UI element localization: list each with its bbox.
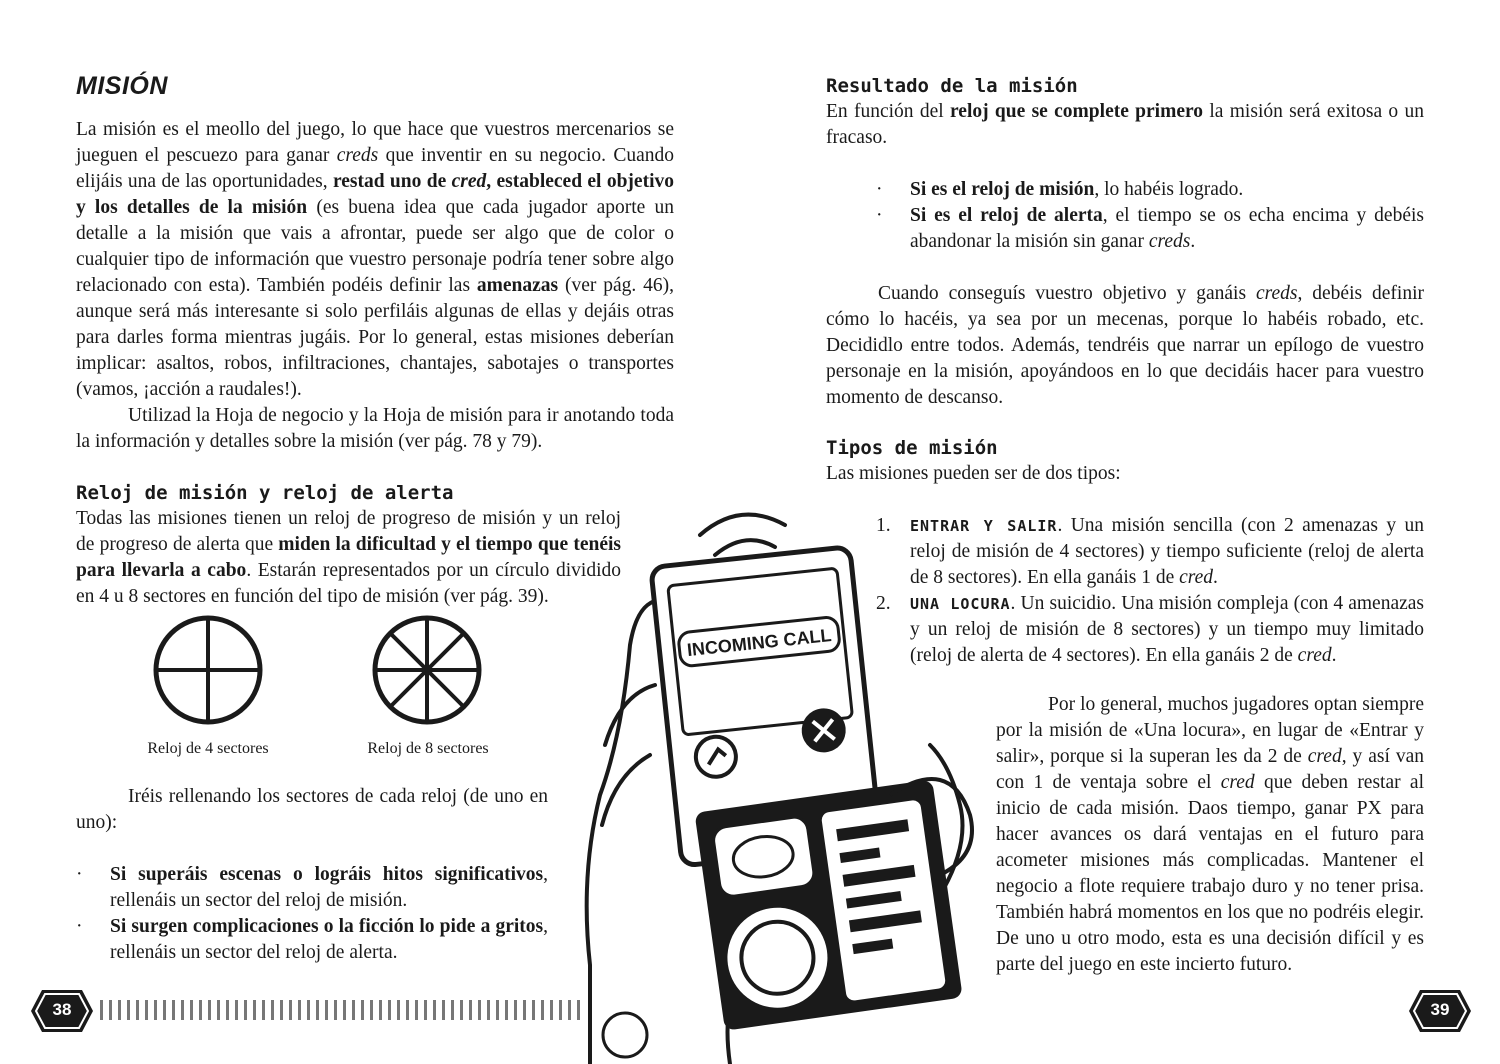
clocks-paragraph: Todas las misiones tienen un reloj de progreso de misión y un reloj de progreso de alerta que miden la dificultad y el tiempo que tenéis para llevarla a cabo. Estarán representados por un círculo dividido en 4 u 8 sectores en función del tipo de misión (ver pág. 39). bbox=[76, 508, 621, 607]
list-item: · Si superáis escenas o lográis hitos significativos, rellenáis un sector del reloj de misión. bbox=[76, 862, 548, 914]
page-number-right: 39 bbox=[1430, 1000, 1450, 1019]
footer-ruler bbox=[100, 1000, 580, 1020]
result-list bbox=[876, 177, 1424, 255]
list-item: · Si es el reloj de misión, lo habéis logrado. bbox=[876, 177, 1424, 203]
page-number-left: 38 bbox=[52, 1000, 72, 1019]
types-intro: Las misiones pueden ser de dos tipos: bbox=[826, 463, 1121, 484]
fill-rules-list bbox=[76, 862, 548, 966]
intro-paragraph: La misión es el meollo del juego, lo que hace que vuestros mercenarios se jueguen el pescuezo para ganar creds que inventir en su negocio. Cuando elijáis una de las oportunidades, restad uno de cred, estableced el objetivo y los detalles de la misión (es buena idea que cada jugador aporte un detalle a la misión que vais a afrontar, puede ser algo que de color o cualquier tipo de información que vuestro personaje podría tener sobre algo relacionado con esta). También podéis definir las amenazas (ver pág. 46), aunque será más interesante si solo perfiláis algunas de ellas y dejáis otras para darles forma mientras jugáis. Por lo general, estas misiones deberían implicar: asaltos, robos, infiltraciones, chantajes, sabotajes o transportes (vamos, ¡acción a raudales!). Utilizad la Hoja de negocio y la Hoja de misión para ir anotando toda la información y detalles sobre la misión (ver pág. 78 y 79). bbox=[76, 117, 674, 455]
page-title: MISIÓN bbox=[76, 72, 168, 100]
incoming-call-label: INCOMING CALL bbox=[686, 625, 833, 661]
epilogue-paragraph: Cuando conseguís vuestro objetivo y ganáis creds, debéis definir cómo lo hacéis, ya sea por un mecenas, porque lo habéis robado, etc. Decididlo entre todos. Además, tendréis que narrar un epílogo de vuestro personaje en la misión, apoyándoos en lo que decidáis hacer para vuestro momento de descanso. bbox=[826, 283, 1424, 408]
list-item: 2. UNA LOCURA. Un suicidio. Una misión compleja (con 4 amenazas y un reloj de misión de 8 sectores) y un tiempo muy limitado (reloj de alerta de 4 sectores). En ella ganáis 2 de cred. bbox=[876, 593, 1424, 666]
strategy-paragraph: Por lo general, muchos jugadores optan siempre por la misión de «Una locura», en lugar de «Entrar y salir», porque si la superan les da 2 de cred, y así van con 1 de ventaja sobre el cred que deben restar al inicio de cada misión. Daos tiempo, ganar PX para hacer avances os dará ventajas en el futuro para acometer misiones más complicadas. Mantener el negocio a flote requiere trabajo duro y no tener prisa. También habrá momentos en los que no podréis elegir. De uno u otro modo, esta es una decisión difícil y es parte del juego en este incierto futuro. bbox=[996, 694, 1424, 975]
clock-4-sectors-icon bbox=[150, 612, 270, 732]
mission-types-list bbox=[876, 513, 1424, 669]
list-item: · Si surgen complicaciones o la ficción lo pide a gritos, rellenáis un sector del reloj de alerta. bbox=[76, 914, 548, 966]
list-item: · Si es el reloj de alerta, el tiempo se os echa encima y debéis abandonar la misión sin ganar creds. bbox=[876, 203, 1424, 255]
paragraph-sheets: Utilizad la Hoja de negocio y la Hoja de misión para ir anotando toda la información y detalles sobre la misión (ver pág. 78 y 79). bbox=[76, 405, 674, 452]
section-heading-result: Resultado de la misión bbox=[826, 75, 1078, 97]
clock-4-caption: Reloj de 4 sectores bbox=[147, 740, 269, 757]
section-heading-types: Tipos de misión bbox=[826, 437, 998, 459]
result-paragraph: En función del reloj que se complete primero la misión será exitosa o un fracaso. bbox=[826, 101, 1424, 148]
fill-paragraph: Iréis rellenando los sectores de cada reloj (de uno en uno): · Si superáis escenas o lográis hitos significativos, rellenáis un sector del reloj de misión. · Si surgen complicaciones o la ficción lo pide a gritos, rellenáis un sector del reloj de alerta. bbox=[76, 784, 548, 966]
list-item: 1. ENTRAR Y SALIR. Una misión sencilla (con 2 amenazas y un reloj de misión de 4 sectores) y tiempo suficiente (reloj de alerta de 8 sectores). En ella ganáis 1 de cred. bbox=[876, 515, 1424, 588]
section-heading-clocks: Reloj de misión y reloj de alerta bbox=[76, 482, 454, 504]
clock-8-sectors-icon bbox=[369, 612, 489, 732]
clock-8-caption: Reloj de 8 sectores bbox=[367, 740, 489, 757]
